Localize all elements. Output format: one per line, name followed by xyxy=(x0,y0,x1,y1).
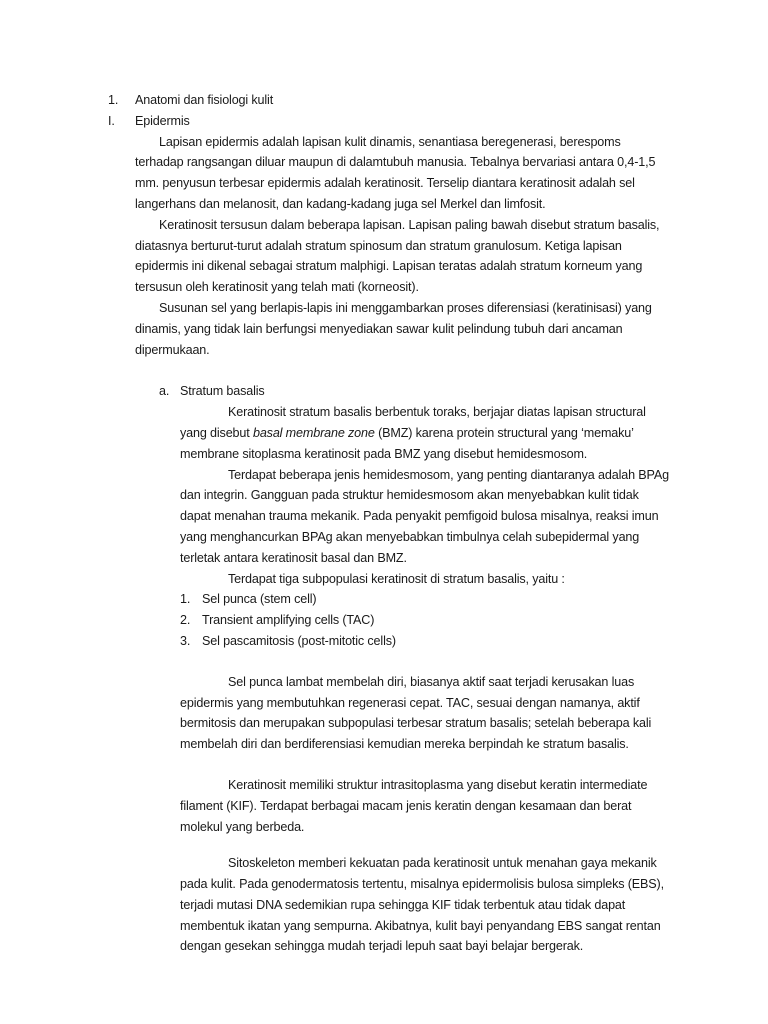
paragraph-line: membentuk ikatan yang sempurna. Akibatnya, kulit bayi penyandang EBS sangat rentan xyxy=(180,918,661,933)
basalis-paragraph-4 xyxy=(108,672,672,755)
paragraph-line: Sel punca lambat membelah diri, biasanya aktif saat terjadi kerusakan luas xyxy=(228,674,635,689)
heading-title: Anatomi dan fisiologi kulit xyxy=(135,93,274,107)
basalis-paragraph-3 xyxy=(108,569,672,590)
paragraph-line: pada kulit. Pada genodermatosis tertentu, misalnya epidermolisis bulosa simpleks (EBS), xyxy=(180,877,664,892)
paragraph-line: dengan gesekan sehingga mudah terjadi lepuh saat bayi belajar bergerak. xyxy=(180,939,584,954)
paragraph-line: dan integrin. Gangguan pada struktur hemidesmosom akan menyebabkan kulit tidak xyxy=(180,488,639,503)
heading-title: Epidermis xyxy=(135,113,190,128)
text-run: yang disebut xyxy=(180,425,253,440)
text-run: (BMZ) karena protein structural yang ‘memaku’ xyxy=(374,425,634,440)
paragraph-line: Terdapat tiga subpopulasi keratinosit di stratum basalis, yaitu : xyxy=(228,571,565,586)
paragraph-line: langerhans dan melanosit, dan kadang-kadang juga sel Merkel dan limfosit. xyxy=(135,196,546,211)
list-item xyxy=(180,589,672,610)
paragraph-line: Sitoskeleton memberi kekuatan pada keratinosit untuk menahan gaya mekanik xyxy=(228,856,657,871)
subsection-heading-stratum-basalis xyxy=(108,381,672,402)
paragraph-line: diatasnya berturut-turut adalah stratum spinosum dan stratum granulosum. Ketiga lapisan xyxy=(135,238,622,253)
paragraph-line: Lapisan epidermis adalah lapisan kulit dinamis, senantiasa beregenerasi, berespoms xyxy=(159,134,621,149)
list-item xyxy=(180,610,672,631)
paragraph-line: dipermukaan. xyxy=(135,342,210,357)
paragraph-line: Keratinosit tersusun dalam beberapa lapisan. Lapisan paling bawah disebut stratum basalis, xyxy=(159,217,660,232)
list-number: 2. xyxy=(180,613,191,628)
section-heading-1 xyxy=(108,90,672,111)
paragraph-line: membrane sitoplasma keratinosit pada BMZ yang disebut hemidesmosom. xyxy=(180,446,588,461)
basalis-paragraph-5 xyxy=(108,775,672,837)
epidermis-paragraph-2 xyxy=(108,215,672,298)
heading-number: 1. xyxy=(108,93,119,107)
epidermis-paragraph-1 xyxy=(108,132,672,215)
paragraph-line xyxy=(180,423,672,444)
paragraph-line: mm. penyusun terbesar epidermis adalah keratinosit. Terselip diantara keratinosit adalah sel xyxy=(135,176,635,191)
subsection-title: Stratum basalis xyxy=(180,384,265,399)
heading-number: I. xyxy=(108,113,115,128)
subpopulation-list xyxy=(108,589,672,651)
paragraph-line: yang menghancurkan BPAg akan menyebabkan timbulnya celah subepidermal yang xyxy=(180,529,640,544)
paragraph-line: epidermis yang membutuhkan regenerasi cepat. TAC, sesuai dengan namanya, aktif xyxy=(180,695,640,710)
subsection-letter: a. xyxy=(159,384,170,399)
paragraph-line: dinamis, yang tidak lain berfungsi menyediakan sawar kulit pelindung tubuh dari ancaman xyxy=(135,321,623,336)
paragraph-line: bermitosis dan merupakan subpopulasi terbesar stratum basalis; setelah beberapa kali xyxy=(180,716,652,731)
paragraph-line: Susunan sel yang berlapis-lapis ini menggambarkan proses diferensiasi (keratinisasi) yang xyxy=(159,300,652,315)
paragraph-line: molekul yang berbeda. xyxy=(180,819,305,834)
basalis-paragraph-6 xyxy=(108,853,672,957)
paragraph-line: filament (KIF). Terdapat berbagai macam jenis keratin dengan kesamaan dan berat xyxy=(180,798,632,813)
list-text: Sel pascamitosis (post-mitotic cells) xyxy=(202,633,396,648)
italic-term: basal membrane zone xyxy=(252,425,375,440)
paragraph-line: terletak antara keratinosit basal dan BMZ. xyxy=(180,550,407,565)
paragraph-line: tersusun oleh keratinosit yang telah mati (korneosit). xyxy=(135,280,419,295)
list-number: 3. xyxy=(180,633,191,648)
paragraph-line: Terdapat beberapa jenis hemidesmosom, yang penting diantaranya adalah BPAg xyxy=(228,467,669,482)
basalis-paragraph-1 xyxy=(108,402,672,464)
epidermis-paragraph-3 xyxy=(108,298,672,360)
basalis-paragraph-2 xyxy=(108,465,672,569)
paragraph-line: membelah diri dan berdiferensiasi kemudian mereka berpindah ke stratum basalis. xyxy=(180,737,629,752)
list-text: Sel punca (stem cell) xyxy=(202,592,317,607)
paragraph-line: epidermis ini dikenal sebagai stratum malphigi. Lapisan teratas adalah stratum korneum yang xyxy=(135,259,643,274)
list-text: Transient amplifying cells (TAC) xyxy=(202,613,375,628)
list-number: 1. xyxy=(180,592,191,607)
paragraph-line: terjadi mutasi DNA sedemikian rupa sehingga KIF tidak terbentuk atau tidak dapat xyxy=(180,897,626,912)
paragraph-line: Keratinosit stratum basalis berbentuk toraks, berjajar diatas lapisan structural xyxy=(228,405,646,420)
paragraph-line: terhadap rangsangan diluar maupun di dalamtubuh manusia. Tebalnya bervariasi antara 0,4-1,5 xyxy=(135,155,656,170)
list-item xyxy=(180,631,672,652)
paragraph-line: Keratinosit memiliki struktur intrasitoplasma yang disebut keratin intermediate xyxy=(228,777,648,792)
paragraph-line: dapat menahan trauma mekanik. Pada penyakit pemfigoid bulosa misalnya, reaksi imun xyxy=(180,509,659,524)
section-heading-epidermis xyxy=(108,111,672,132)
